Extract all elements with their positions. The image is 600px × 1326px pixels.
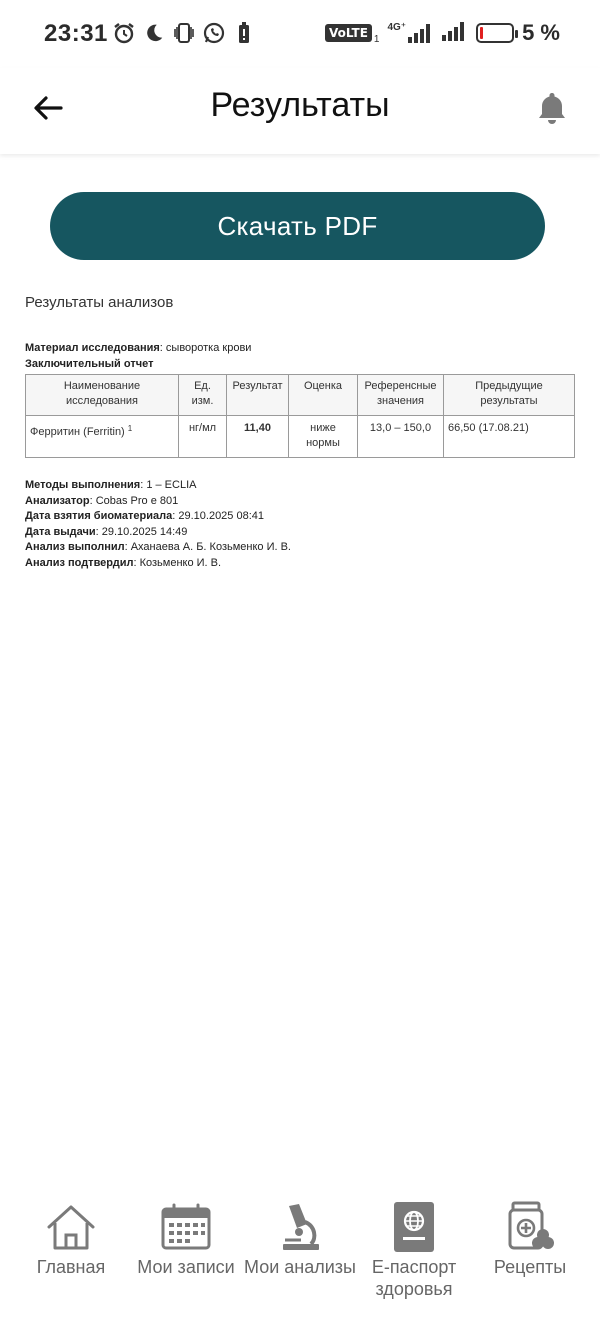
material-line bbox=[25, 341, 575, 357]
download-pdf-button[interactable]: Скачать PDF bbox=[50, 192, 545, 260]
cell-result: 11,40 bbox=[227, 416, 289, 458]
status-icons-left bbox=[112, 20, 256, 46]
col-result-header: Результат bbox=[227, 375, 289, 416]
moon-icon bbox=[142, 20, 166, 46]
col-previous-header: Предыдущие результаты bbox=[444, 375, 575, 416]
network-type: 4G⁺ bbox=[387, 22, 407, 33]
sampled-label: Дата взятия биоматериала bbox=[25, 510, 173, 523]
issued-label: Дата выдачи bbox=[25, 525, 96, 538]
analyzer-value: : Cobas Pro e 801 bbox=[89, 494, 179, 507]
col-unit-header: Ед. изм. bbox=[179, 375, 227, 416]
cell-previous: 66,50 (17.08.21) bbox=[444, 416, 575, 458]
bottom-navigation bbox=[0, 1190, 600, 1326]
col-reference-header: Референсные значения bbox=[358, 375, 444, 416]
prescription-icon bbox=[502, 1200, 558, 1254]
results-table bbox=[25, 374, 575, 458]
volte-badge: VoLTE bbox=[325, 24, 372, 42]
passport-icon bbox=[386, 1200, 442, 1254]
performed-label: Анализ выполнил bbox=[25, 541, 125, 554]
col-assessment-header: Оценка bbox=[289, 375, 358, 416]
signal-icon bbox=[387, 23, 434, 43]
whatsapp-icon bbox=[202, 20, 226, 46]
methods-label: Методы выполнения bbox=[25, 479, 141, 491]
notifications-button[interactable] bbox=[532, 88, 572, 128]
test-name: Ферритин (Ferritin) bbox=[30, 426, 125, 438]
sampled-value: : 29.10.2025 08:41 bbox=[172, 510, 264, 523]
nav-label-appointments: Мои записи bbox=[137, 1257, 235, 1277]
analyzer-line bbox=[25, 494, 575, 510]
method-footnote: 1 bbox=[127, 424, 133, 433]
final-report-line bbox=[25, 357, 575, 373]
alarm-icon bbox=[112, 20, 136, 46]
nav-label-home: Главная bbox=[36, 1257, 106, 1277]
battery-icon bbox=[476, 23, 514, 43]
performed-line bbox=[25, 540, 575, 556]
final-report-label: Заключительный отчет bbox=[25, 357, 154, 370]
methods-line bbox=[25, 478, 575, 494]
material-value: : сыворотка крови bbox=[159, 342, 252, 354]
performed-value: : Аханаева А. Б. Козьменко И. В. bbox=[124, 541, 291, 554]
cell-name bbox=[26, 416, 179, 458]
signal-icon-2 bbox=[442, 21, 468, 46]
nav-label-prescriptions: Рецепты bbox=[493, 1257, 567, 1277]
nav-item-appointments[interactable] bbox=[132, 1200, 240, 1278]
bell-icon bbox=[537, 91, 567, 125]
nav-label-health-passport bbox=[372, 1256, 456, 1300]
battery-level bbox=[480, 27, 483, 39]
nav-item-health-passport[interactable] bbox=[362, 1200, 466, 1300]
status-bar bbox=[0, 0, 600, 68]
cell-reference: 13,0 – 150,0 bbox=[358, 416, 444, 458]
volte-sim: 1 bbox=[373, 33, 380, 45]
home-icon bbox=[43, 1200, 99, 1254]
confirmed-label: Анализ подтвердил bbox=[25, 556, 134, 569]
status-time: 23:31 bbox=[44, 20, 108, 47]
battery-percent: 5 % bbox=[522, 20, 560, 45]
report-heading: Результаты анализов bbox=[25, 294, 174, 311]
nav-item-home[interactable] bbox=[28, 1200, 114, 1278]
cell-assessment: ниже нормы bbox=[289, 416, 358, 458]
battery-saver-icon bbox=[232, 20, 256, 46]
app-header bbox=[0, 68, 600, 154]
material-label: Материал исследования bbox=[25, 342, 160, 354]
sampled-line bbox=[25, 509, 575, 525]
calendar-icon bbox=[158, 1200, 214, 1254]
analyzer-label: Анализатор bbox=[25, 494, 90, 507]
nav-item-tests[interactable] bbox=[241, 1200, 359, 1278]
col-name-header: Наименование исследования bbox=[26, 375, 179, 416]
lab-report bbox=[25, 294, 575, 572]
report-details bbox=[25, 478, 575, 572]
cell-unit: нг/мл bbox=[179, 416, 227, 458]
nav-item-prescriptions[interactable] bbox=[487, 1200, 573, 1278]
confirmed-value: : Козьменко И. В. bbox=[133, 556, 222, 569]
methods-value: : 1 – ECLIA bbox=[140, 479, 197, 491]
confirmed-line bbox=[25, 556, 575, 572]
status-icons-right bbox=[325, 20, 560, 46]
microscope-icon bbox=[272, 1200, 328, 1254]
table-header-row bbox=[26, 375, 575, 416]
issued-value: : 29.10.2025 14:49 bbox=[95, 525, 188, 538]
nav-label-health-passport-line2: здоровья bbox=[375, 1279, 453, 1299]
vibrate-icon bbox=[172, 20, 196, 46]
page-title: Результаты bbox=[210, 86, 390, 124]
nav-label-health-passport-line1: Е-паспорт bbox=[371, 1257, 457, 1277]
table-row bbox=[26, 416, 575, 458]
issued-line bbox=[25, 525, 575, 541]
nav-label-tests: Мои анализы bbox=[244, 1257, 356, 1277]
